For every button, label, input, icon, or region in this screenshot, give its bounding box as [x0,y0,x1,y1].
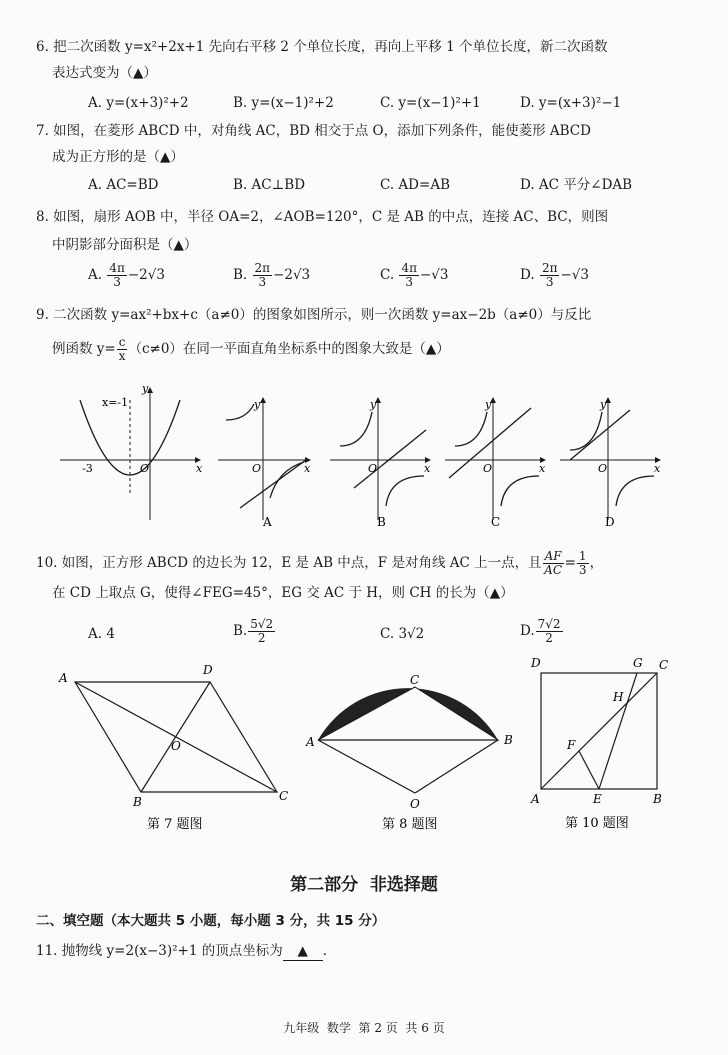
svg-text:x: x [654,462,661,475]
q7-line1: 7. 如图，在菱形 ABCD 中，对角线 AC，BD 相交于点 O，添加下列条件，能使菱形 ABCD [36,123,591,139]
svg-text:F: F [567,738,576,752]
q7-line2: 成为正方形的是（▲） [52,149,184,165]
q9-parabola-graph [60,382,203,520]
radius-ob [415,740,498,793]
q7-options [88,176,688,196]
figure-8 [300,670,530,840]
q6-option-d: D. y=(x+3)²−1 [520,95,622,111]
q8-option-d: D. $\frac{2\pi}{3}$ −√3 [520,261,589,290]
svg-text:A: A [531,792,540,806]
part2-title: 第二部分 非选择题 [290,875,438,895]
q9-minus3-label: -3 [82,462,93,475]
q9-choice-a: A [263,515,272,529]
q6-line1: 6. 把二次函数 y=x²+2x+1 先向右平移 2 个单位长度，再向上平移 1 个单位长度，新二次函数 [36,39,608,55]
figure-7-caption: 第 7 题图 [147,817,203,832]
q8-option-a: A. $\frac{4\pi}{3}$ −2√3 [88,261,165,290]
svg-text:A: A [306,735,315,749]
svg-text:x: x [424,462,431,475]
q8-option-c: C. $\frac{4\pi}{3}$ −√3 [380,261,449,290]
svg-text:B: B [653,792,662,806]
q9-x-eq-label: x=-1 [102,396,129,409]
svg-text:H: H [613,690,624,704]
svg-text:O: O [368,462,378,475]
q9-choice-d: D [605,515,615,529]
q9-choice-b: B [377,515,386,529]
q10-option-d: D. $\frac{7√2}{2}$ [520,617,561,646]
q9-graphs [50,380,690,530]
q10-line1: 10. 如图，正方形 ABCD 的边长为 12，E 是 AB 中点，F 是对角线 AC 上一点，且 $\frac{AF}{AC}$ = $\frac{1}{3}$ ， [36,549,604,578]
svg-text:x: x [304,462,311,475]
q9-graph-b [330,398,431,520]
q8-option-b: B. $\frac{2\pi}{3}$ −2√3 [233,261,311,290]
q6-options [88,94,688,114]
svg-text:C: C [410,673,420,687]
q8-line2: 中阴影部分面积是（▲） [52,237,198,253]
q8-options [88,262,688,296]
radius-oa [318,740,415,793]
q9-choice-c: C [491,515,501,529]
q9-line1: 9. 二次函数 y=ax²+bx+c（a≠0）的图象如图所示，则一次函数 y=ax−2b（a≠0）与反比 [36,307,592,323]
svg-text:O: O [252,462,262,475]
svg-text:C: C [659,658,669,672]
q10-option-c: C. 3√2 [380,626,425,642]
q9-graph-d [560,398,661,520]
q7-option-b: B. AC⊥BD [233,177,306,193]
figure-10 [525,655,675,840]
figure-8-caption: 第 8 题图 [382,817,438,832]
svg-text:B: B [133,795,142,809]
q6-option-a: A. y=(x+3)²+2 [88,95,189,111]
svg-text:y: y [142,382,149,395]
svg-text:D: D [203,663,213,677]
svg-text:y: y [600,398,607,411]
q10-option-b: B. $\frac{5√2}{2}$ [233,617,274,646]
q8-line1: 8. 如图，扇形 AOB 中，半径 OA=2，∠AOB=120°，C 是 AB 的中点，连接 AC、BC，则图 [36,209,609,225]
svg-text:y: y [485,398,492,411]
svg-text:O: O [171,739,181,753]
q11-answer-blank: ▲ [283,942,323,961]
q10-option-a: A. 4 [88,626,115,642]
q7-option-c: C. AD=AB [380,177,450,193]
page-footer: 九年级 数学 第 2 页 共 6 页 [283,1021,445,1035]
q9-line2: 例函数 y= $\frac{c}{x}$ （c≠0）在同一平面直角坐标系中的图象大致是（▲） [52,335,450,364]
q11: 11. 抛物线 y=2(x−3)²+1 的顶点坐标为 ▲ . [36,942,327,961]
svg-text:y: y [254,398,261,411]
figure-10-caption: 第 10 题图 [565,816,629,831]
q7-option-d: D. AC 平分∠DAB [520,177,633,193]
svg-text:G: G [633,656,643,670]
svg-text:O: O [483,462,493,475]
section2-heading: 二、填空题（本大题共 5 小题，每小题 3 分，共 15 分） [36,913,386,929]
svg-text:x: x [539,462,546,475]
svg-text:B: B [504,733,513,747]
svg-text:O: O [598,462,608,475]
q10-line2: 在 CD 上取点 G，使得∠FEG=45°，EG 交 AC 于 H，则 CH 的长为（▲） [52,585,514,601]
figure-7 [55,660,305,840]
q10-options [88,618,688,652]
svg-text:A: A [59,671,68,685]
svg-text:O: O [140,462,150,475]
svg-text:x: x [196,462,203,475]
svg-text:C: C [279,789,289,803]
q9-graph-c [445,398,546,520]
svg-text:y: y [370,398,377,411]
q6-option-c: C. y=(x−1)²+1 [380,95,481,111]
svg-text:E: E [593,792,602,806]
svg-text:O: O [410,797,420,811]
q9-graph-a [218,398,311,520]
q6-line2: 表达式变为（▲） [52,65,157,81]
diagonal-ac [541,673,657,789]
svg-text:D: D [531,656,541,670]
diagonal-bd [141,682,210,792]
q6-option-b: B. y=(x−1)²+2 [233,95,334,111]
q7-option-a: A. AC=BD [88,177,159,193]
